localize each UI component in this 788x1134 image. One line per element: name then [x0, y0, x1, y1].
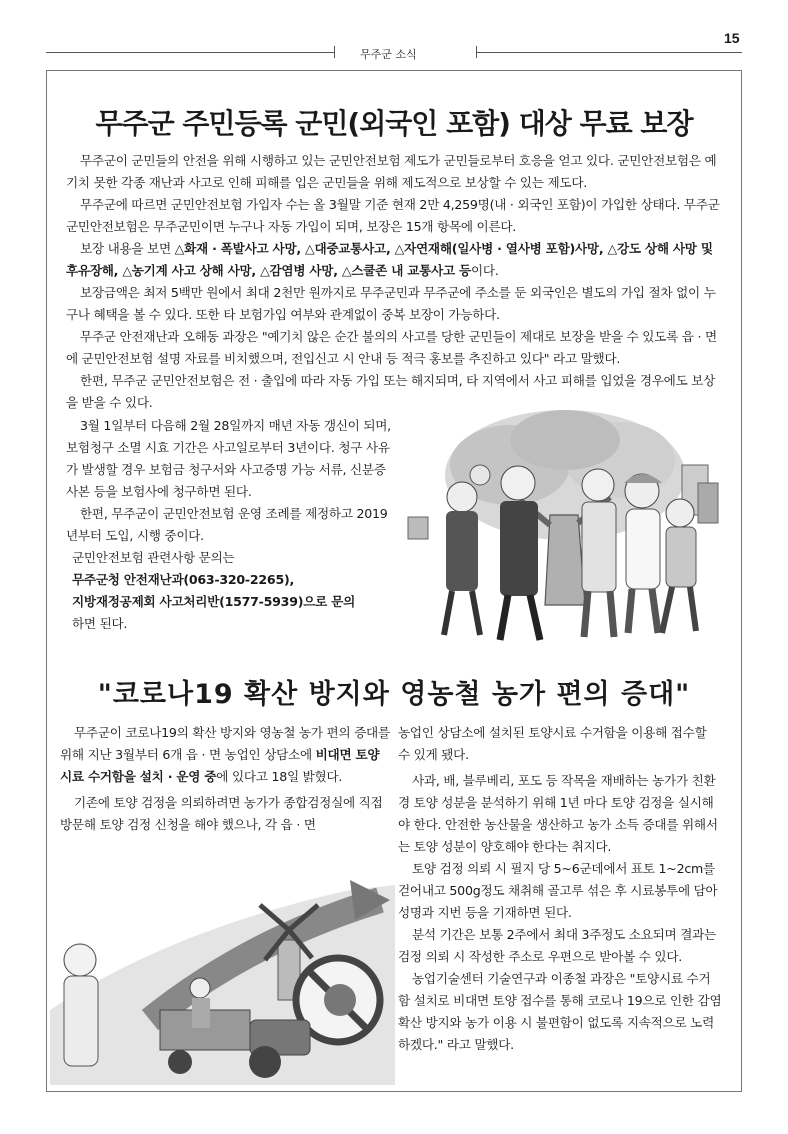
- header-rule-right: [476, 52, 742, 53]
- running-header: 무주군 소식: [360, 48, 417, 61]
- contact-insurance-team: 지방재정공제회 사고처리반(1577-5939)으로 문의: [72, 594, 356, 609]
- article2-intro-end: 에 있다고 18일 밝혔다.: [216, 769, 343, 784]
- article2-column-right: [398, 722, 722, 1056]
- coverage-list: △화재 · 폭발사고 사망, △대중교통사고, △자연재해(일사병 · 열사병 포함)사망, △강도 상해 사망 및 후유장해, △농기계 사고 상해 사망, △감염병 사망, △스쿨존 내 교통사고 등: [66, 241, 713, 278]
- article2-paragraph-6: 분석 기간은 보통 2주에서 최대 3주정도 소요되며 결과는 검정 의뢰 시 작성한 주소로 우편으로 받아볼 수 있다.: [398, 927, 716, 964]
- article1-paragraph-6: 한편, 무주군 군민안전보험은 전 · 출입에 따라 자동 가입 또는 해지되며, 타 지역에서 사고 피해를 입었을 경우에도 보상을 받을 수 있다.: [66, 373, 716, 410]
- article2-paragraph-2: 기존에 토양 검정을 의뢰하려면 농가가 종합검정실에 직접 방문해 토양 검정 신청을 해야 했으나, 각 읍 · 면: [60, 795, 383, 832]
- coverage-intro: 보장 내용을 보면: [80, 241, 175, 256]
- article1-paragraph-7: 3월 1일부터 다음해 2월 28일까지 매년 자동 갱신이 되며, 보험청구 소멸 시효 기간은 사고일로부터 3년이다. 청구 사유가 발생할 경우 보험금 청구서와 사고증명 가능 서류, 신분증 사본 등을 보험사에 청구하면 된다.: [66, 418, 391, 499]
- page-number: 15: [724, 30, 740, 46]
- article1-paragraph-4: 보장금액은 최저 5백만 원에서 최대 2천만 원까지로 무주군민과 무주군에 주소를 둔 외국인은 별도의 가입 절차 없이 누구나 혜택을 볼 수 있다. 또한 타 보험가입 여부와 관계없이 중복 보장이 가능하다.: [66, 285, 716, 322]
- article2-paragraph-7: 농업기술센터 기술연구과 이종철 과장은 "토양시료 수거함 설치로 비대면 토양 접수를 통해 코로나 19으로 인한 감염확산 방지와 농가 이용 시 불편함이 없도록 지속적으로 노력하겠다." 라고 말했다.: [398, 971, 722, 1052]
- article1-paragraph-2: 무주군에 따르면 군민안전보험 가입자 수는 올 3월말 기준 현재 2만 4,259명(내 · 외국인 포함)이 가입한 상태다. 무주군 군민안전보험은 무주군민이면 누구나 자동 가입이 되며, 보장은 15개 항목에 이른다.: [66, 197, 720, 234]
- article1-paragraph-3: [66, 238, 726, 282]
- farming-illustration: [50, 870, 395, 1085]
- article2-paragraph-3: 농업인 상담소에 설치된 토양시료 수거함을 이용해 접수할 수 있게 됐다.: [398, 725, 707, 762]
- contact-intro: 군민안전보험 관련사항 문의는: [72, 550, 235, 565]
- article1-paragraph-8: 한편, 무주군이 군민안전보험 운영 조례를 제정하고 2019년부터 도입, 시행 중이다.: [66, 506, 388, 543]
- article1-paragraph-1: 무주군이 군민들의 안전을 위해 시행하고 있는 군민안전보험 제도가 군민들로부터 호응을 얻고 있다. 군민안전보험은 예기치 못한 각종 재난과 사고로 인해 피해를 입은 군민들을 위해 제도적으로 보상할 수 있는 제도다.: [66, 153, 717, 190]
- article2-title: "코로나19 확산 방지와 영농철 농가 편의 증대": [97, 679, 691, 710]
- article1-title: 무주군 주민등록 군민(외국인 포함) 대상 무료 보장: [95, 107, 693, 140]
- article1-body-top: [66, 150, 726, 414]
- article2-paragraph-5: 토양 검정 의뢰 시 필지 당 5~6군데에서 표토 1~2cm를 걷어내고 500g정도 채취해 골고루 섞은 후 시료봉투에 담아 성명과 지번 등을 기재하면 된다.: [398, 861, 718, 920]
- article1-body-left: [66, 415, 391, 635]
- article2-column-left: [60, 722, 390, 836]
- header-rule-left: [46, 52, 334, 53]
- coverage-end: 이다.: [470, 263, 499, 278]
- people-tree-illustration: [400, 405, 730, 645]
- article2-paragraph-1: [60, 722, 390, 788]
- article2-highlight: 비대면 토양시료 수거함을 설치 · 운영 중: [60, 747, 380, 784]
- header-tick-left: [334, 46, 335, 58]
- article2-intro: 무주군이 코로나19의 확산 방지와 영농철 농가 편의 증대를 위해 지난 3월부터 6개 읍 · 면 농업인 상담소에: [60, 725, 390, 762]
- article1-paragraph-5: 무주군 안전재난과 오해동 과장은 "예기치 않은 순간 불의의 사고를 당한 군민들이 제대로 보장을 받을 수 있도록 읍 · 면에 군민안전보험 설명 자료를 비치했으며, 전입신고 시 안내 등 적극 홍보를 추진하고 있다" 라고 말했다.: [66, 329, 717, 366]
- contact-end: 하면 된다.: [72, 616, 128, 631]
- article2-paragraph-4: 사과, 배, 블루베리, 포도 등 작목을 재배하는 농가가 친환경 토양 성분을 분석하기 위해 1년 마다 토양 검정을 실시해야 한다. 안전한 농산물을 생산하고 농가 소득 증대를 위해서는 토양 성분이 양호해야 한다는 취지다.: [398, 773, 718, 854]
- contact-safety-dept: 무주군청 안전재난과(063-320-2265),: [72, 572, 295, 587]
